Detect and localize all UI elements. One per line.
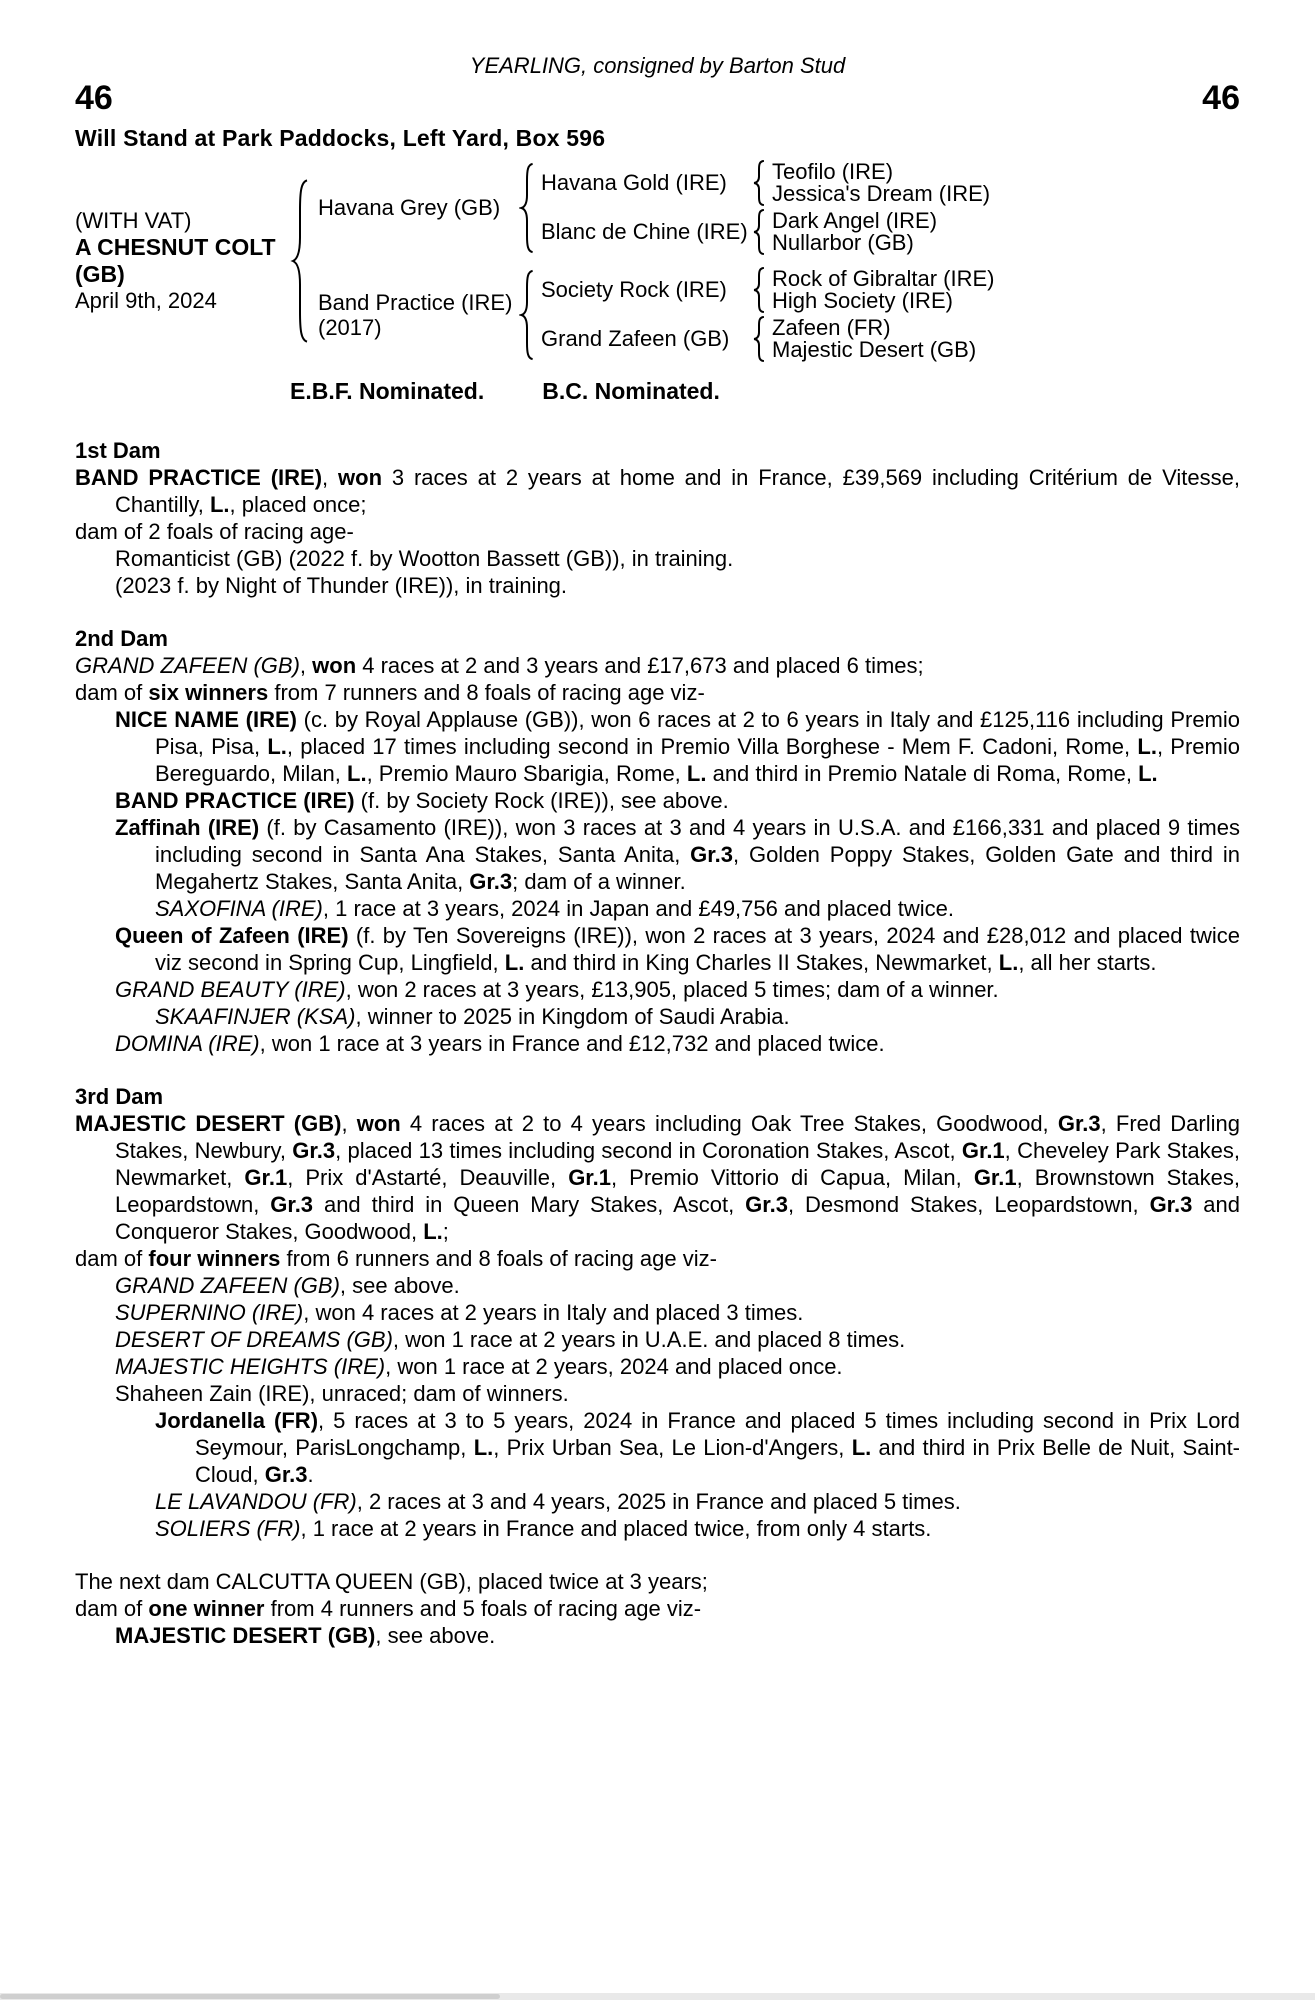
dam-group (318, 267, 995, 362)
text-run: L. (1137, 734, 1157, 759)
ebf-nomination: E.B.F. Nominated. (290, 378, 485, 404)
bc-nomination: B.C. Nominated. (542, 378, 720, 404)
text-run: Gr.3 (292, 1138, 336, 1163)
text-run: L. (998, 950, 1019, 975)
catalogue-paragraph (75, 895, 1240, 922)
sire-dam-dam-name: Nullarbor (GB) (772, 230, 914, 255)
lot-number-row (75, 79, 1240, 117)
pedigree-brace-icon (519, 162, 535, 254)
catalogue-paragraph (75, 1272, 1240, 1299)
text-run: BAND PRACTICE (IRE) (115, 788, 355, 813)
text-run: and third in Prix Belle de Nuit, Saint-Cloud, (195, 1435, 1241, 1487)
text-run: , see above. (375, 1623, 496, 1648)
lot-number-right: 46 (1202, 79, 1240, 117)
catalogue-paragraph (75, 518, 1240, 545)
text-run: , winner to 2025 in Kingdom of Saudi Arabia. (355, 1004, 790, 1029)
text-run: MAJESTIC HEIGHTS (IRE) (115, 1354, 386, 1379)
text-run: (f. by Ten Sovereigns (IRE)), won 2 races at 3 years, 2024 and £28,012 and placed twice viz second in Spring Cup, Lingfield, (155, 923, 1240, 975)
text-run: , placed 17 times including second in Premio Villa Borghese - Mem F. Cadoni, Rome, (286, 734, 1138, 759)
text-run: , 2 races at 3 and 4 years, 2025 in France and placed 5 times. (356, 1489, 961, 1514)
catalogue-paragraph (75, 1299, 1240, 1326)
catalogue-paragraph (75, 652, 1240, 679)
text-run: , won 4 races at 2 years in Italy and placed 3 times. (303, 1300, 804, 1325)
catalogue-paragraph (75, 1003, 1240, 1030)
catalogue-paragraph (75, 1030, 1240, 1057)
catalogue-paragraph (75, 1245, 1240, 1272)
text-run: , Cheveley Park Stakes, Newmarket, (115, 1138, 1240, 1190)
dam-dam-name: Grand Zafeen (GB) (541, 326, 730, 351)
catalogue-paragraph (75, 679, 1240, 706)
text-run: L. (851, 1435, 872, 1460)
catalogue-paragraph (75, 1110, 1240, 1245)
text-run: , (322, 465, 339, 490)
text-run: The next dam CALCUTTA QUEEN (GB), placed twice at 3 years; (75, 1569, 708, 1594)
text-run: dam of (75, 680, 149, 705)
pedigree-root-brace-icon (290, 177, 310, 345)
dam-sire-name: Society Rock (IRE) (541, 277, 727, 302)
catalogue-paragraph (75, 922, 1240, 976)
text-run: , placed once; (229, 492, 367, 517)
text-run: L. (504, 950, 525, 975)
text-run: LE LAVANDOU (FR) (155, 1489, 357, 1514)
dam-sections (75, 437, 1240, 1649)
subject-description: A CHESNUT COLT (GB) (75, 234, 276, 287)
text-run: from 6 runners and 8 foals of racing age viz- (280, 1246, 717, 1271)
text-run: DESERT OF DREAMS (GB) (115, 1327, 393, 1352)
catalogue-paragraph (75, 1515, 1240, 1542)
text-run: dam of 2 foals of racing age- (75, 519, 354, 544)
pedigree-generation-1 (318, 160, 995, 362)
text-run: 4 races at 2 and 3 years and £17,673 and placed 6 times; (356, 653, 924, 678)
text-run: L. (267, 734, 287, 759)
catalogue-paragraph (75, 1353, 1240, 1380)
text-run: Shaheen Zain (IRE), unraced; dam of winners. (115, 1381, 569, 1406)
foaling-date: April 9th, 2024 (75, 288, 217, 313)
subject-block (75, 208, 290, 314)
dam-section-heading: 2nd Dam (75, 626, 168, 651)
catalogue-paragraph (75, 464, 1240, 518)
text-run: SKAAFINJER (KSA) (155, 1004, 356, 1029)
text-run: (c. by Royal Applause (GB)), won 6 races at 2 to 6 years in Italy and £125,116 including Premio Pisa, Pisa, (155, 707, 1240, 759)
text-run: L. (423, 1219, 443, 1244)
text-run: Gr.3 (745, 1192, 788, 1217)
text-run: (2023 f. by Night of Thunder (IRE)), in training. (115, 573, 568, 598)
text-run: SAXOFINA (IRE) (155, 896, 323, 921)
text-run: ; dam of a winner. (512, 869, 686, 894)
text-run: , Premio Mauro Sbarigia, Rome, (366, 761, 687, 786)
text-run: , all her starts. (1018, 950, 1157, 975)
pedigree-brace-icon (752, 267, 766, 313)
text-run: GRAND ZAFEEN (GB) (75, 653, 300, 678)
text-run: four winners (148, 1246, 281, 1271)
catalogue-paragraph (75, 572, 1240, 599)
dam-dam-sire-name: Zafeen (FR) (772, 315, 891, 340)
sire-name: Havana Grey (GB) (318, 195, 501, 220)
sire-dam-group (541, 209, 990, 255)
text-run: Gr.3 (469, 869, 513, 894)
text-run: , Golden Poppy Stakes, Golden Gate and third in Megahertz Stakes, Santa Anita, (155, 842, 1240, 894)
pedigree-brace-icon (752, 209, 766, 255)
dam-dam-dam-name: Majestic Desert (GB) (772, 337, 977, 362)
text-run: Gr.3 (270, 1192, 314, 1217)
dam-dam-group (541, 316, 995, 362)
catalogue-paragraph (75, 1380, 1240, 1407)
text-run: and third in King Charles II Stakes, Newmarket, (524, 950, 999, 975)
text-run: , won 1 race at 3 years in France and £12,732 and placed twice. (259, 1031, 885, 1056)
text-run: , Prix d'Astarté, Deauville, (287, 1165, 569, 1190)
text-run: , see above. (339, 1273, 460, 1298)
text-run: . (307, 1462, 314, 1487)
dam-name (318, 290, 513, 340)
text-run: L. (347, 761, 367, 786)
text-run: from 4 runners and 5 foals of racing age viz- (264, 1596, 702, 1621)
text-run: , Desmond Stakes, Leopardstown, (787, 1192, 1150, 1217)
sire-sire-dam-name: Jessica's Dream (IRE) (772, 181, 991, 206)
text-run: DOMINA (IRE) (115, 1031, 260, 1056)
sire-dam-sire-name: Dark Angel (IRE) (772, 208, 938, 233)
text-run: , 5 races at 3 to 5 years, 2024 in France and placed 5 times including second in Prix Lord Seymour, ParisLongchamp, (195, 1408, 1240, 1460)
catalogue-paragraph (75, 976, 1240, 1003)
text-run: and Conqueror Stakes, Goodwood, (115, 1192, 1240, 1244)
text-run: , (299, 653, 313, 678)
text-run: (f. by Society Rock (IRE)), see above. (354, 788, 729, 813)
text-run: L. (473, 1435, 494, 1460)
text-run: Gr.1 (244, 1165, 288, 1190)
catalogue-paragraph (75, 545, 1240, 572)
text-run: , Premio Bereguardo, Milan, (155, 734, 1240, 786)
dam-sire-sire-name: Rock of Gibraltar (IRE) (772, 266, 995, 291)
text-run: Gr.1 (973, 1165, 1017, 1190)
text-run: , Premio Vittorio di Capua, Milan, (611, 1165, 974, 1190)
text-run: dam of (75, 1246, 149, 1271)
catalogue-paragraph (75, 1326, 1240, 1353)
text-run: , 1 race at 2 years in France and placed twice, from only 4 starts. (300, 1516, 932, 1541)
text-run: won (312, 653, 357, 678)
text-run: Gr.3 (690, 842, 733, 867)
text-run: 4 races at 2 to 4 years including Oak Tree Stakes, Goodwood, (400, 1111, 1058, 1136)
sire-sire-group (541, 160, 990, 206)
catalogue-paragraph (75, 1407, 1240, 1488)
text-run: Gr.1 (961, 1138, 1005, 1163)
catalogue-paragraph (75, 814, 1240, 895)
text-run: , won 1 race at 2 years, 2024 and placed once. (385, 1354, 843, 1379)
text-run: BAND PRACTICE (IRE) (75, 465, 323, 490)
text-run: , (341, 1111, 357, 1136)
sire-sire-sire-name: Teofilo (IRE) (772, 159, 894, 184)
vat-note: (WITH VAT) (75, 208, 192, 233)
text-run: six winners (148, 680, 269, 705)
text-run: ; (442, 1219, 449, 1244)
pedigree-chart (75, 160, 1240, 362)
text-run: Gr.3 (1149, 1192, 1193, 1217)
text-run: Romanticist (GB) (2022 f. by Wootton Bassett (GB)), in training. (115, 546, 734, 571)
catalogue-paragraph (75, 1595, 1240, 1622)
text-run: from 7 runners and 8 foals of racing age viz- (268, 680, 705, 705)
dam-section-heading: 1st Dam (75, 438, 161, 463)
text-run: L. (209, 492, 230, 517)
dam-sire-dam-name: High Society (IRE) (772, 288, 953, 313)
catalogue-paragraph (75, 706, 1240, 787)
text-run: and third in Premio Natale di Roma, Rome, (706, 761, 1139, 786)
catalogue-paragraph (75, 787, 1240, 814)
horizontal-scrollbar[interactable] (0, 1993, 1315, 2000)
text-run: 3 races at 2 years at home and in France, £39,569 including Critérium de Vitesse, Chantilly, (115, 465, 1240, 517)
sire-sire-name: Havana Gold (IRE) (541, 170, 727, 195)
text-run: GRAND ZAFEEN (GB) (115, 1273, 340, 1298)
pedigree-brace-icon (519, 269, 535, 361)
sire-dam-name: Blanc de Chine (IRE) (541, 219, 748, 244)
text-run: Jordanella (FR) (155, 1408, 319, 1433)
text-run: , Brownstown Stakes, Leopardstown, (115, 1165, 1240, 1217)
text-run: , Prix Urban Sea, Le Lion-d'Angers, (493, 1435, 852, 1460)
section-spacer (75, 1542, 1240, 1568)
text-run: dam of (75, 1596, 149, 1621)
catalogue-paragraph (75, 1488, 1240, 1515)
consignor-line: YEARLING, consigned by Barton Stud (469, 53, 846, 78)
horizontal-scrollbar-thumb[interactable] (0, 1994, 500, 1999)
dam-year: (2017) (318, 314, 382, 340)
text-run: , won 1 race at 2 years in U.A.E. and placed 8 times. (392, 1327, 906, 1352)
text-run: Gr.3 (1057, 1111, 1101, 1136)
dam-section-heading: 3rd Dam (75, 1084, 164, 1109)
text-run: won (356, 1111, 401, 1136)
text-run: one winner (148, 1596, 265, 1621)
text-run: MAJESTIC DESERT (GB) (115, 1623, 376, 1648)
text-run: , Fred Darling Stakes, Newbury, (115, 1111, 1240, 1163)
catalogue-paragraph (75, 1622, 1240, 1649)
pedigree-brace-icon (752, 316, 766, 362)
pedigree-brace-icon (752, 160, 766, 206)
text-run: and third in Queen Mary Stakes, Ascot, (313, 1192, 746, 1217)
text-run: SUPERNINO (IRE) (115, 1300, 304, 1325)
sire-group (318, 160, 995, 255)
text-run: L. (1138, 761, 1158, 786)
text-run: , placed 13 times including second in Coronation Stakes, Ascot, (335, 1138, 962, 1163)
nominations-line (290, 378, 1240, 405)
catalogue-paragraph (75, 1568, 1240, 1595)
dam-name-text: Band Practice (IRE) (318, 289, 513, 315)
text-run: NICE NAME (IRE) (115, 707, 297, 732)
text-run: Queen of Zafeen (IRE) (115, 923, 349, 948)
dam-sire-group (541, 267, 995, 313)
text-run: Gr.1 (568, 1165, 611, 1190)
text-run: L. (686, 761, 707, 786)
lot-number-left: 46 (75, 79, 113, 117)
text-run: Gr.3 (264, 1462, 308, 1487)
text-run: , won 2 races at 3 years, £13,905, placed 5 times; dam of a winner. (345, 977, 999, 1002)
text-run: GRAND BEAUTY (IRE) (115, 977, 346, 1002)
text-run: SOLIERS (FR) (155, 1516, 301, 1541)
text-run: MAJESTIC DESERT (GB) (75, 1111, 342, 1136)
text-run: won (338, 465, 383, 490)
text-run: (f. by Casamento (IRE)), won 3 races at 3 and 4 years in U.S.A. and £166,331 and placed 9 times including second in Santa Ana Stakes, Santa Anita, (155, 815, 1240, 867)
text-run: Zaffinah (IRE) (115, 815, 260, 840)
stand-location-line: Will Stand at Park Paddocks, Left Yard, Box 596 (75, 125, 606, 151)
text-run: , 1 race at 3 years, 2024 in Japan and £49,756 and placed twice. (322, 896, 954, 921)
